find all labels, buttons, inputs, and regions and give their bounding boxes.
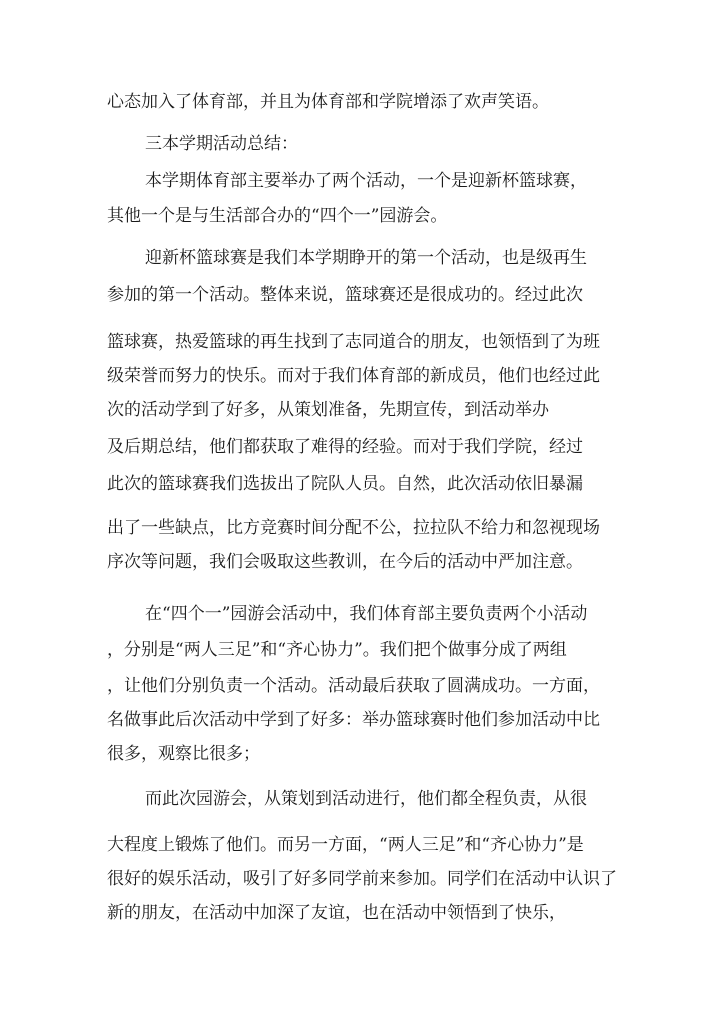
- text-line: 参加的第一个活动。整体来说，篮球赛还是很成功的。经过此次: [107, 285, 583, 305]
- text-line: 心态加入了体育部，并且为体育部和学院增添了欢声笑语。: [107, 92, 549, 112]
- text-line: 篮球赛，热爱篮球的再生找到了志同道合的朋友，也领悟到了为班: [107, 332, 600, 352]
- text-line: 在“四个一”园游会活动中，我们体育部主要负责两个小活动: [145, 604, 588, 624]
- text-line: 很多，观察比很多；: [107, 744, 260, 764]
- text-line: 名做事此后次活动中学到了好多：举办篮球赛时他们参加活动中比: [107, 710, 600, 730]
- text-line: 新的朋友，在活动中加深了友谊，也在活动中领悟到了快乐，: [107, 903, 566, 923]
- text-line: 本学期体育部主要举办了两个活动，一个是迎新杯篮球赛，: [145, 171, 587, 191]
- text-line: 其他一个是与生活部合办的“四个一”园游会。: [107, 206, 448, 226]
- text-line: 级荣誉而努力的快乐。而对于我们体育部的新成员，他们也经过此: [107, 366, 600, 386]
- text-line: 此次的篮球赛我们选拔出了院队人员。自然，此次活动依旧暴漏: [107, 474, 583, 494]
- text-line: 及后期总结，他们都获取了难得的经验。而对于我们学院，经过: [107, 437, 583, 457]
- text-line: ，让他们分别负责一个活动。活动最后获取了圆满成功。一方面，: [107, 676, 600, 696]
- text-line: 而此次园游会，从策划到活动进行，他们都全程负责，从很: [145, 789, 587, 809]
- text-line: 次的活动学到了好多，从策划准备，先期宣传，到活动举办: [107, 400, 549, 420]
- text-line: 大程度上锻炼了他们。而另一方面，“两人三足”和“齐心协力”是: [107, 835, 584, 855]
- text-line: ，分别是“两人三足”和“齐心协力”。我们把个做事分成了两组: [107, 640, 567, 660]
- text-line: 序次等问题，我们会吸取这些教训，在今后的活动中严加注意。: [107, 552, 583, 572]
- text-line: 很好的娱乐活动，吸引了好多同学前来参加。同学们在活动中认识了: [107, 869, 617, 889]
- text-line: 迎新杯篮球赛是我们本学期睁开的第一个活动，也是级再生: [145, 248, 587, 268]
- text-line: 出了一些缺点，比方竞赛时间分配不公，拉拉队不给力和忽视现场: [107, 518, 600, 538]
- section-heading: 三本学期活动总结：: [145, 134, 298, 154]
